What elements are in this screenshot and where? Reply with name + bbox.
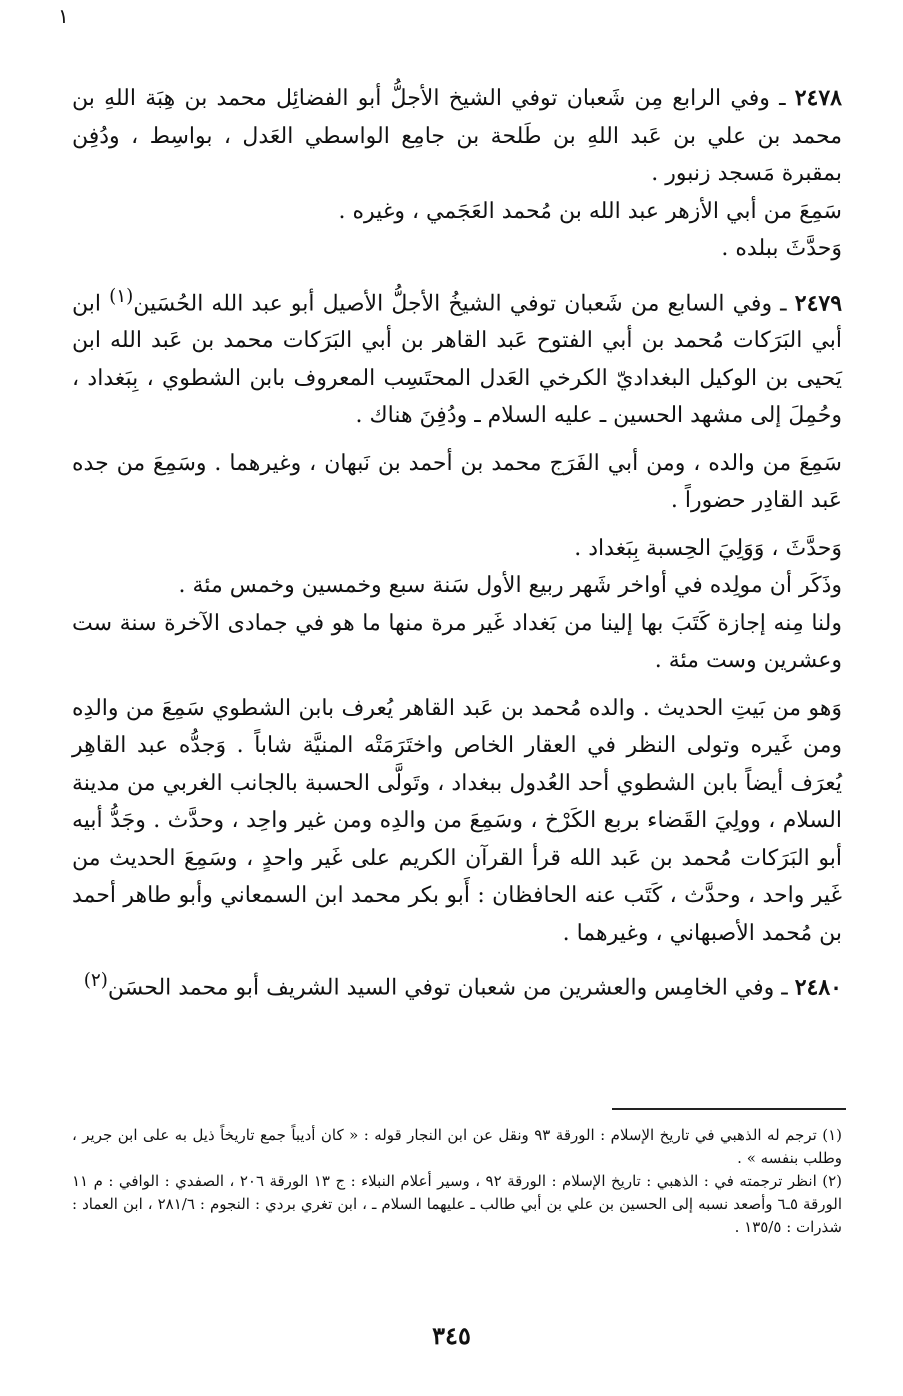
page-number: ٣٤٥ [432,1321,471,1350]
entry-text: ـ وفي الرابع مِن شَعبان توفي الشيخ الأجلُّ أبو الفضائِل محمد بن هِبَة اللهِ بن محمد بن علي بن عَبد اللهِ بن طَلحة بن جامِع الواسطي العَدل ، بواسِط ، ودُفِن بمقبرة مَسجد زنبور . [72,86,842,186]
entry-2479 [72,278,842,435]
footnote-ref: (٢) [83,970,108,992]
footnotes [72,1124,842,1239]
footnote: (١) ترجم له الذهبي في تاريخ الإسلام : الورقة ٩٣ ونقل عن ابن النجار قوله : « كان أديباً جمع تاريخاً ذيل به على ابن جرير ، وطلب بنفسه » . [72,1126,843,1167]
paragraph: ولنا مِنه إجازة كَتَبَ بها إلينا من بَغداد غَير مرة منها ما هو في جمادى الآخرة سنة ست وعشرين وست مئة . [72,610,842,674]
paragraph: وَهو من بَيتِ الحديث . والده مُحمد بن عَبد القاهر يُعرف بابن الشطوي سَمِعَ من والدِه ومن غَيره وتولى النظر في العقار الخاص واختَرَمَتْه المنيَّة شاباً . وَجدُّه عبد القاهِر يُعرَف أيضاً بابن الشطوي أحد العُدول ببغداد ، وتَولَّى الحسبة بالجانب الغربي من مدينة السلام ، وولِيَ القَضاء بربع الكَرْخ ، وسَمِعَ من والدِه ومن غير واحِد ، وحدَّث . وجَدُّ أبيه أبو البَرَكات مُحمد بن عَبد الله قرأ القرآن الكريم على غَير واحدٍ ، وسَمِعَ الحديث من غَير واحد ، وحدَّث ، كَتَب عنه الحافظان : أَبو بكر محمد ابن السمعاني وأبو طاهر أحمد بن مُحمد الأصبهاني ، وغيرهما . [72,695,842,946]
footnote-divider [612,1108,846,1110]
entry-number: ٢٤٧٩ [794,289,843,316]
entry-text: ـ وفي الخامِس والعشرين من شعبان توفي السيد الشريف أبو محمد الحسَن [107,975,795,1001]
paragraph: سَمِعَ من والده ، ومن أبي الفَرَج محمد بن أحمد بن نَبهان ، وغيرهما . وسَمِعَ من جده عَبد القادِر حضوراً . [72,450,842,514]
footnote: (٢) انظر ترجمته في : الذهبي : تاريخ الإسلام : الورقة ٩٢ ، وسير أعلام النبلاء : ج ١٣ الورقة ٢٠٦ ، الصفدي : الوافي : م ١١ الورقة ٥ـ٦ وأصعد نسبه إلى الحسين بن علي بن أبي طالب ـ عليهما السلام ـ ، ابن تغري بردي : النجوم : ٢٨١/٦ ، ابن العماد : شذرات : ١٣٥/٥ . [72,1172,843,1236]
paragraph: وَحدَّثَ ببلده . [721,236,842,261]
entry-2480 [72,962,842,1007]
entry-text-continued: ابن أبي البَرَكات مُحمد بن أبي الفتوح عَبد القاهر بن أبي البَرَكات محمد بن عَبد الله ابن يَحيى بن الوكيل البغداديّ الكرخي العَدل المحتَسِب المعروف بابن الشطوي ، بِبَغداد ، وحُمِلَ إلى مشهد الحسين ـ عليه السلام ـ ودُفِنَ هناك . [72,290,842,429]
entry-2478 [72,80,842,193]
entry-number: ٢٤٨٠ [794,974,842,1001]
entry-text: ـ وفي السابع من شَعبان توفي الشيخُ الأجلُّ الأصيل أبو عبد الله الحُسَين [133,290,795,316]
main-text [72,80,842,1007]
paragraph: وذَكَر أن مولِده في أواخر شَهر ربيع الأول سَنة سبع وخمسين وخمس مئة . [178,573,842,599]
corner-mark: ١ [58,4,69,28]
paragraph: سَمِعَ من أبي الأزهر عبد الله بن مُحمد العَجَمي ، وغيره . [338,198,842,224]
paragraph: وَحدَّثَ ، وَوَلِيَ الحِسبة بِبَغداد . [574,535,842,561]
footnote-ref: (١) [109,285,134,307]
entry-number: ٢٤٧٨ [794,85,842,111]
